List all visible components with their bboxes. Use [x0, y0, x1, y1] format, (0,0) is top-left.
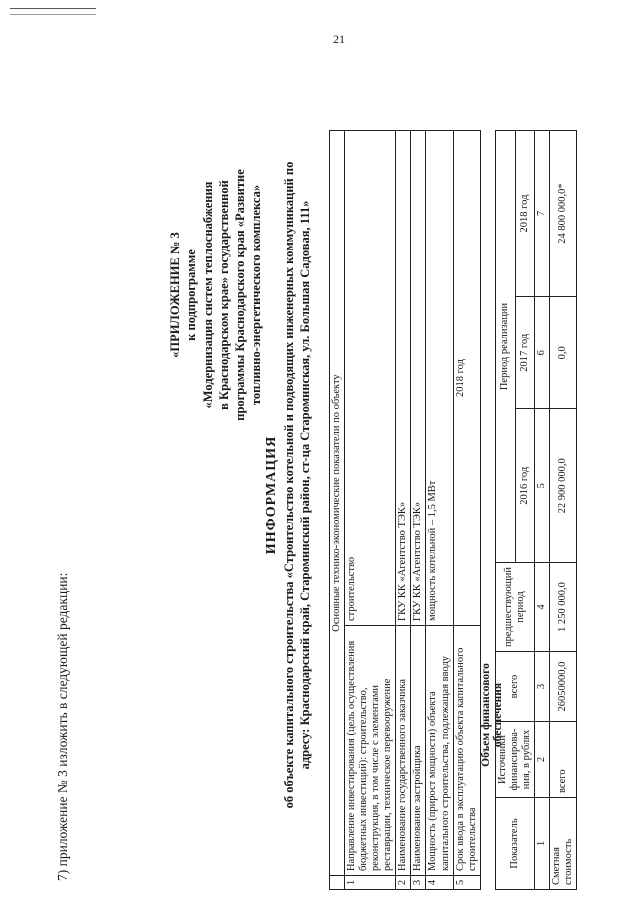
header-year-2018: 2018 год	[515, 131, 535, 297]
column-number: 5	[535, 409, 550, 562]
table-row	[496, 131, 516, 890]
header-year-2016: 2016 год	[515, 409, 535, 562]
appendix-line: в Краснодарском крае» государственной	[216, 180, 231, 410]
info-subtitle-line: об объекте капитального строительства «Строительство котельной и подводящих инженерных коммуникаций по	[282, 161, 296, 809]
parameter-label: Мощность (прирост мощности) объекта капитального строительства, подлежащая вводу	[426, 626, 453, 876]
row-source: всего	[550, 722, 577, 798]
parameter-label: Наименование застройщика	[411, 626, 426, 876]
parameter-value: мощность котельной – 1,5 МВт	[426, 131, 453, 626]
parameter-label: Наименование государственного заказчика	[396, 626, 411, 876]
parameter-value: ГКУ КК «Агентство ТЭК»	[396, 131, 411, 626]
parameters-table	[329, 130, 481, 890]
header-indicator: Показатель	[496, 798, 535, 890]
appendix-line: к подпрограмме	[184, 249, 199, 341]
column-number: 3	[535, 652, 550, 722]
parameter-label: Направление инвестирования (цель осуществления бюджетных инвестиций): строительство, реконструкция, в том числе с элементами реставрации, техническое перевооружение	[345, 626, 396, 876]
row-2018: 24 800 000,0*	[550, 131, 577, 297]
column-number: 1	[535, 798, 550, 890]
column-number: 7	[535, 131, 550, 297]
column-number: 2	[535, 722, 550, 798]
parameter-value: 2018 год	[453, 131, 480, 626]
info-subtitle-line: адресу: Краснодарский край, Староминский район, ст-ца Староминская, ул. Большая Садовая, 111»	[298, 200, 313, 770]
table-row	[453, 131, 480, 890]
parameter-value: строительство	[345, 131, 396, 626]
header-sources: Источники финансирова-ния, в рублях	[496, 722, 535, 798]
row-number: 4	[426, 876, 453, 890]
finance-table	[495, 130, 577, 890]
row-number: 5	[453, 876, 480, 890]
corner-mark	[10, 8, 96, 15]
column-number: 4	[535, 562, 550, 651]
row-number: 3	[411, 876, 426, 890]
header-total: всего	[496, 652, 535, 722]
table-row	[426, 131, 453, 890]
table-row	[535, 131, 550, 890]
row-indicator: Сметная стоимость	[550, 798, 577, 890]
finance-title: Объем финансового обеспечения	[480, 663, 504, 767]
amendment-clause: 7) приложение № 3 изложить в следующей редакции:	[55, 572, 70, 881]
header-implementation-period: Период реализации	[496, 131, 516, 563]
table-row	[411, 131, 426, 890]
page-number: 21	[333, 32, 345, 46]
row-total: 26050000,0	[550, 652, 577, 722]
row-2017: 0,0	[550, 297, 577, 409]
row-previous: 1 250 000,0	[550, 562, 577, 651]
info-title: ИНФОРМАЦИЯ	[264, 435, 279, 555]
table-cell	[330, 876, 345, 890]
parameter-label: Срок ввода в эксплуатацию объекта капитального строительства	[453, 626, 480, 876]
table-row	[345, 131, 396, 890]
column-number: 6	[535, 297, 550, 409]
table-row	[330, 131, 345, 890]
row-2016: 22 900 000,0	[550, 409, 577, 562]
table-row	[550, 131, 577, 890]
row-number: 2	[396, 876, 411, 890]
appendix-line: «Модернизация систем теплоснабжения	[200, 181, 215, 409]
appendix-heading	[167, 45, 265, 545]
header-year-2017: 2017 год	[515, 297, 535, 409]
parameter-value: ГКУ КК «Агентство ТЭК»	[411, 131, 426, 626]
row-number: 1	[345, 876, 396, 890]
appendix-line: «ПРИЛОЖЕНИЕ № 3	[168, 232, 182, 358]
appendix-line: топливно-энергетического комплекса»	[249, 184, 264, 406]
info-subtitle	[281, 75, 314, 895]
rotated-document-content	[55, 25, 615, 895]
parameters-header: Основные технико-экономические показатели по объекту	[330, 131, 345, 876]
appendix-line: программы Краснодарского края «Развитие	[233, 169, 247, 421]
header-previous-period: предшествующий период	[496, 562, 535, 651]
table-row	[396, 131, 411, 890]
